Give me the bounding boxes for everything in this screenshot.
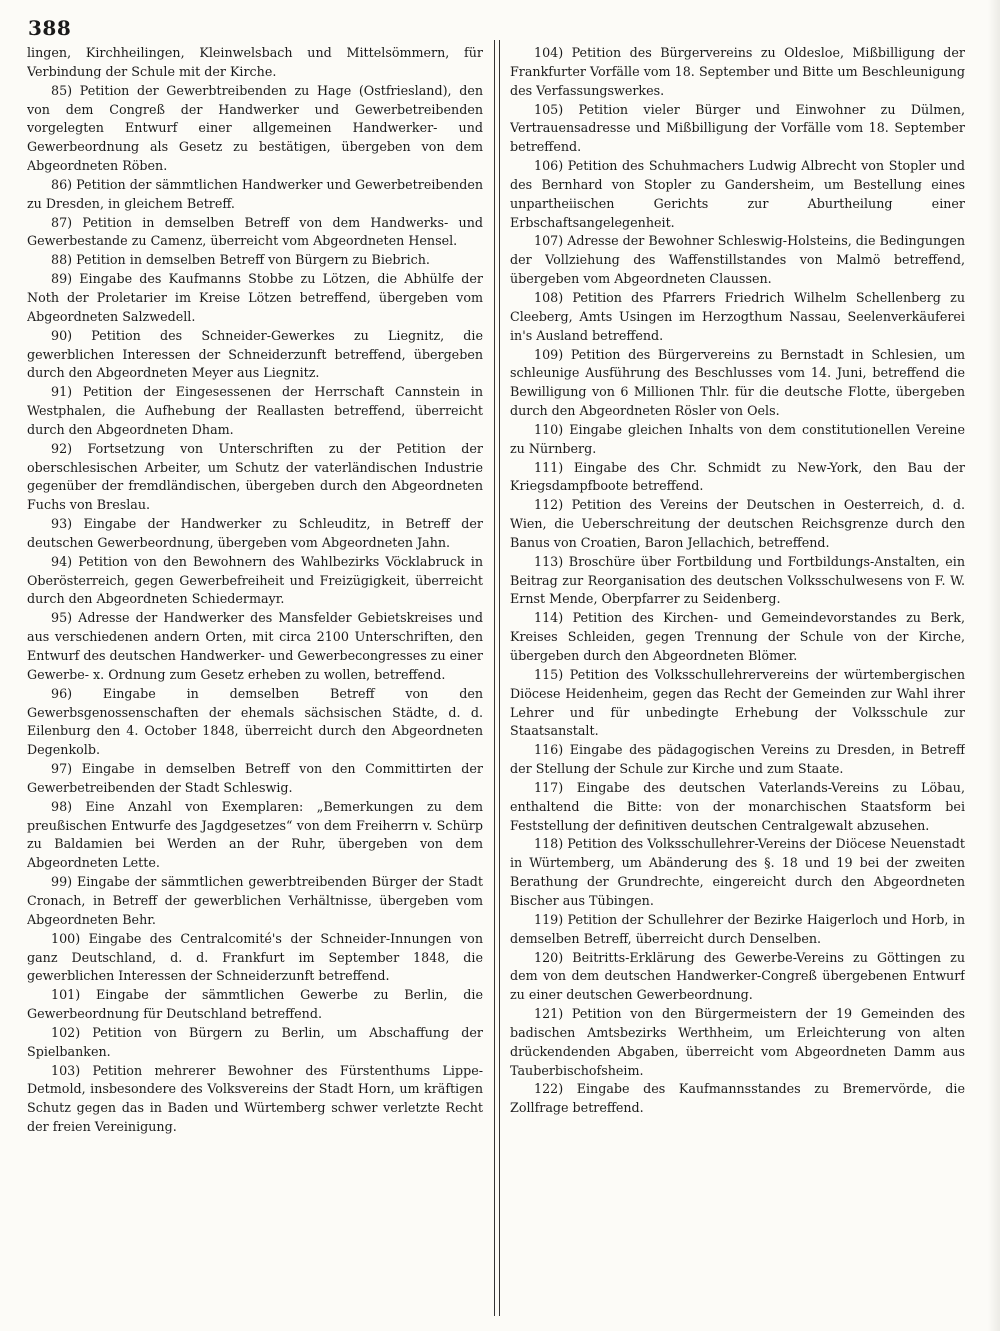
petition-entry: 106) Petition des Schuhmachers Ludwig Albrecht von Stopler und des Bernhard von Stopler zu Gandersheim, um Bestellung eines unpartheiischen Gerichts zur Aburtheilung einer Erbschaftsangelegenheit. xyxy=(510,158,965,230)
petition-entry: 122) Eingabe des Kaufmannsstandes zu Bremervörde, die Zollfrage betreffend. xyxy=(510,1081,965,1116)
petition-entry: 96) Eingabe in demselben Betreff von den Gewerbsgenossenschaften der ehemals sächsischen Städte, d. d. Eilenburg den 4. October 1848, überreicht durch den Abgeordneten Degenkolb. xyxy=(27,685,483,758)
petition-entry: 117) Eingabe des deutschen Vaterlands-Vereins zu Löbau, enthaltend die Bitte: von der monarchischen Staatsform bei Feststellung der definitiven deutschen Centralgewalt abzusehen. xyxy=(510,779,965,833)
petition-entry: 88) Petition in demselben Betreff von Bürgern zu Biebrich. xyxy=(51,252,430,268)
petition-entry: 91) Petition der Eingesessenen der Herrschaft Cannstein in Westphalen, die Aufhebung der Reallasten betreffend, überreicht durch den Abgeordneten Dham. xyxy=(27,384,483,437)
petition-entry: 103) Petition mehrerer Bewohner des Fürstenthums Lippe-Detmold, insbesondere des Volksvereins der Stadt Horn, um kräftigen Schutz gegen das in Baden und Würtemberg schwer verletzte Recht der freien Vereinigung. xyxy=(27,1062,483,1135)
petition-entry: 89) Eingabe des Kaufmanns Stobbe zu Lötzen, die Abhülfe der Noth der Proletarier im Kreise Lötzen betreffend, übergeben vom Abgeordneten Salzwedell. xyxy=(27,271,483,324)
right-column xyxy=(510,44,965,1314)
petition-entry: 116) Eingabe des pädagogischen Vereins zu Dresden, in Betreff der Stellung der Schule zur Kirche und zum Staate. xyxy=(510,742,965,777)
page-edge-shadow xyxy=(988,0,1000,1331)
petition-entry: 119) Petition der Schullehrer der Bezirke Haigerloch und Horb, in demselben Betreff, überreicht durch Denselben. xyxy=(510,911,965,946)
petition-entry: 87) Petition in demselben Betreff von dem Handwerks- und Gewerbestande zu Camenz, überreicht vom Abgeordneten Hensel. xyxy=(27,214,483,249)
petition-entry: 114) Petition des Kirchen- und Gemeindevorstandes zu Berk, Kreises Schleiden, gegen Trennung der Schule von der Kirche, übergeben durch den Abgeordneten Blömer. xyxy=(510,610,965,663)
petition-entry: 120) Beitritts-Erklärung des Gewerbe-Vereins zu Göttingen zu dem von dem deutschen Handwerker-Congreß übergebenen Entwurf zu einer deutschen Gewerbeordnung. xyxy=(510,949,965,1003)
page-number: 388 xyxy=(28,16,72,40)
petition-entry: 86) Petition der sämmtlichen Handwerker und Gewerbetreibenden zu Dresden, in gleichem Betreff. xyxy=(27,176,483,211)
petition-entry: 94) Petition von den Bewohnern des Wahlbezirks Vöcklabruck in Oberösterreich, gegen Gewerbefreiheit und Freizügigkeit, überreicht durch den Abgeordneten Schiedermayr. xyxy=(27,553,483,607)
petition-entry: 109) Petition des Bürgervereins zu Bernstadt in Schlesien, um schleunige Ausführung des Beschlusses vom 14. Juni, betreffend die Bewilligung von 6 Millionen Thlr. für die deutsche Flotte, übergeben durch den Abgeordneten Rösler von Oels. xyxy=(510,346,965,419)
petition-entry: 115) Petition des Volksschullehrervereins der würtembergischen Diöcese Heidenheim, gegen das Recht der Gemeinden zur Wahl ihrer Lehrer und für unbedingte Erhebung der Volksschule zur Staatsanstalt. xyxy=(510,666,965,739)
petition-entry: 105) Petition vieler Bürger und Einwohner zu Dülmen, Vertrauensadresse und Mißbilligung der Vorfälle vom 18. September betreffend. xyxy=(510,101,965,155)
petition-entry: 108) Petition des Pfarrers Friedrich Wilhelm Schellenberg zu Cleeberg, Amts Usingen im Herzogthum Nassau, Seelenverkäuferei in's Ausland betreffend. xyxy=(510,289,965,343)
column-divider xyxy=(494,40,500,1316)
petition-entry: 93) Eingabe der Handwerker zu Schleuditz, in Betreff der deutschen Gewerbeordnung, übergeben vom Abgeordneten Jahn. xyxy=(27,516,483,550)
petition-entry: 112) Petition des Vereins der Deutschen in Oesterreich, d. d. Wien, die Ueberschreitung der deutschen Reichsgrenze durch den Banus von Croatien, Baron Jellachich, betreffend. xyxy=(510,497,965,550)
left-column xyxy=(27,44,483,1314)
petition-entry: 85) Petition der Gewerbtreibenden zu Hage (Ostfriesland), den von dem Congreß der Handwerker und Gewerbetreibenden vorgelegten Entwurf einer allgemeinen Handwerker- und Gewerbeordnung als Gesetz zu bestätigen, übergeben von dem Abgeordneten Röben. xyxy=(27,82,483,174)
petition-entry: lingen, Kirchheilingen, Kleinwelsbach und Mittelsömmern, für Verbindung der Schule mit der Kirche. xyxy=(27,45,483,79)
petition-entry: 102) Petition von Bürgern zu Berlin, um Abschaffung der Spielbanken. xyxy=(27,1024,483,1059)
petition-entry: 107) Adresse der Bewohner Schleswig-Holsteins, die Bedingungen der Vollziehung des Waffenstillstandes von Malmö betreffend, übergeben vom Abgeordneten Claussen. xyxy=(510,233,965,287)
petition-entry: 101) Eingabe der sämmtlichen Gewerbe zu Berlin, die Gewerbeordnung für Deutschland betreffend. xyxy=(27,987,483,1022)
petition-entry: 100) Eingabe des Centralcomité's der Schneider-Innungen von ganz Deutschland, d. d. Frankfurt im September 1848, die gewerblichen Interessen der Schneiderzunft betreffend. xyxy=(27,930,483,984)
petition-entry: 121) Petition von den Bürgermeistern der 19 Gemeinden des badischen Amtsbezirks Werthheim, um Erleichterung von alten drückendenden Abgaben, überreicht vom Abgeordneten Damm aus Tauberbischofsheim. xyxy=(510,1006,965,1078)
petition-entry: 92) Fortsetzung von Unterschriften zu der Petition der oberschlesischen Arbeiter, um Schutz der vaterländischen Industrie gegenüber der fremdländischen, übergeben durch den Abgeordneten Fuchs von Breslau. xyxy=(27,440,483,513)
petition-entry: 95) Adresse der Handwerker des Mansfelder Gebietskreises und aus verschiedenen andern Orten, mit circa 2100 Unterschriften, den Entwurf des deutschen Handwerker- und Gewerbecongresses zu einer Gewerbe- x. Ordnung zum Gesetz erheben zu wollen, betreffend. xyxy=(27,610,483,682)
petition-entry: 97) Eingabe in demselben Betreff von den Committirten der Gewerbetreibenden der Stadt Schleswig. xyxy=(27,761,483,795)
petition-entry: 104) Petition des Bürgervereins zu Oldesloe, Mißbilligung der Frankfurter Vorfälle vom 18. September und Bitte um Beschleunigung des Verfassungswerkes. xyxy=(510,45,965,98)
petition-entry: 90) Petition des Schneider-Gewerkes zu Liegnitz, die gewerblichen Interessen der Schneiderzunft betreffend, übergeben durch den Abgeordneten Meyer aus Liegnitz. xyxy=(27,327,483,381)
petition-entry: 110) Eingabe gleichen Inhalts von dem constitutionellen Vereine zu Nürnberg. xyxy=(510,421,965,456)
petition-entry: 111) Eingabe des Chr. Schmidt zu New-York, den Bau der Kriegsdampfboote betreffend. xyxy=(510,459,965,494)
petition-entry: 99) Eingabe der sämmtlichen gewerbtreibenden Bürger der Stadt Cronach, in Betreff der gewerblichen Verhältnisse, übergeben vom Abgeordneten Behr. xyxy=(27,874,483,927)
petition-entry: 113) Broschüre über Fortbildung und Fortbildungs-Anstalten, ein Beitrag zur Reorganisation des deutschen Volksschulwesens von F. W. Ernst Mende, Oberpfarrer zu Seidenberg. xyxy=(510,553,965,607)
petition-entry: 118) Petition des Volksschullehrer-Vereins der Diöcese Neuenstadt in Würtemberg, um Abänderung des §. 18 und 19 bei der zweiten Berathung der Grundrechte, eingereicht durch den Abgeordneten Bischer aus Tübingen. xyxy=(510,836,965,908)
petition-entry: 98) Eine Anzahl von Exemplaren: „Bemerkungen zu dem preußischen Entwurfe des Jagdgesetzes“ von dem Freiherrn v. Schürp zu Baldamien bei Werden an der Ruhr, übergeben von dem Abgeordneten Lette. xyxy=(27,798,483,871)
